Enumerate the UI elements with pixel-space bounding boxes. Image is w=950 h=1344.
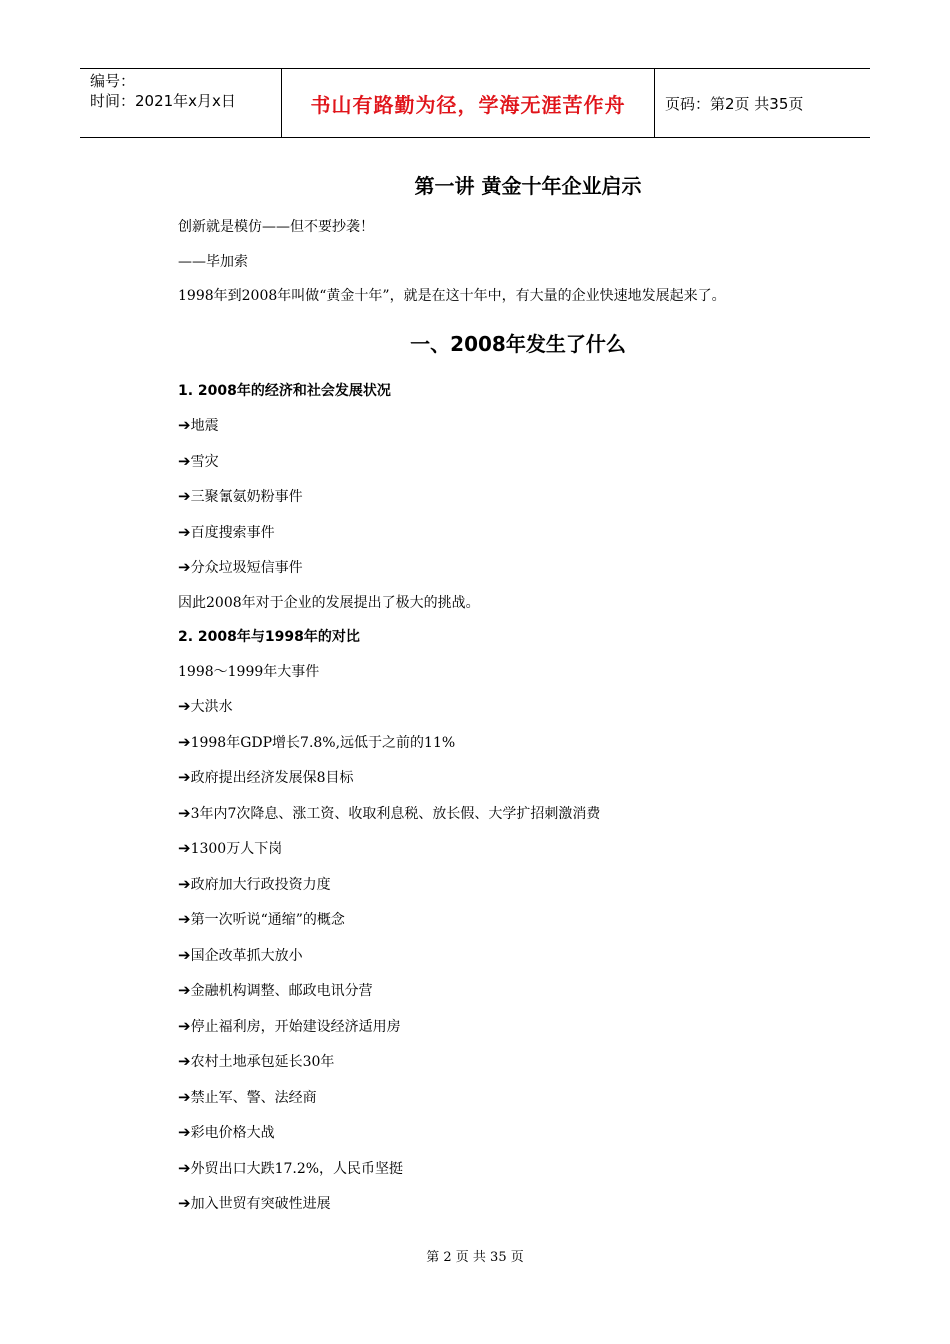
subsection-heading-2: 2. 2008年与1998年的对比 bbox=[178, 629, 360, 645]
quote: 创新就是模仿——但不要抄袭！ bbox=[178, 219, 374, 235]
list-item bbox=[178, 725, 838, 761]
list-item-text: 国企改革抓大放小 bbox=[190, 947, 303, 964]
arrow-right-icon: ➔ bbox=[178, 1158, 191, 1177]
page-title: 第一讲 黄金十年企业启示 bbox=[414, 174, 642, 198]
arrow-right-icon: ➔ bbox=[178, 522, 191, 541]
arrow-right-icon: ➔ bbox=[178, 874, 191, 893]
list-item-text: 1998年GDP增长7.8%,远低于之前的11% bbox=[190, 734, 456, 751]
list-item bbox=[178, 867, 838, 903]
list-item bbox=[178, 515, 838, 551]
page-footer: 第 2 页 共 35 页 bbox=[426, 1250, 524, 1265]
intro-paragraph: 1998年到2008年叫做“黄金十年”，就是在这十年中，有大量的企业快速地发展起来了。 bbox=[178, 288, 726, 304]
list-item bbox=[178, 550, 838, 586]
motto-text: 书山有路勤为径，学海无涯苦作舟 bbox=[310, 92, 626, 117]
page-header bbox=[80, 68, 870, 138]
arrow-right-icon: ➔ bbox=[178, 558, 191, 576]
document-body bbox=[178, 170, 838, 1222]
arrow-right-icon: ➔ bbox=[178, 803, 191, 822]
arrow-right-icon: ➔ bbox=[178, 839, 191, 857]
list-item-text: 彩电价格大战 bbox=[190, 1125, 275, 1141]
page-label: 页码：第2页 共35页 bbox=[665, 94, 804, 113]
number-label: 编号： bbox=[90, 72, 136, 90]
list-item-text: 加入世贸有突破性进展 bbox=[190, 1196, 331, 1212]
list-item-text: 大洪水 bbox=[190, 699, 233, 715]
arrow-right-icon: ➔ bbox=[178, 451, 191, 470]
arrow-right-icon: ➔ bbox=[178, 487, 191, 505]
list-item bbox=[178, 408, 838, 444]
list-item-text: 政府加大行政投资力度 bbox=[190, 876, 331, 893]
subsection-heading-1: 1. 2008年的经济和社会发展状况 bbox=[178, 382, 391, 399]
list-item-text: 百度搜索事件 bbox=[190, 524, 275, 541]
list-item-text: 地震 bbox=[190, 418, 219, 434]
list-item bbox=[178, 1186, 838, 1222]
arrow-right-icon: ➔ bbox=[178, 1123, 191, 1141]
list-item bbox=[178, 1151, 838, 1187]
list-item bbox=[178, 689, 838, 725]
conclusion-paragraph: 因此2008年对于企业的发展提出了极大的挑战。 bbox=[178, 594, 480, 611]
arrow-right-icon: ➔ bbox=[178, 910, 191, 928]
event-list-2008 bbox=[178, 408, 838, 586]
arrow-right-icon: ➔ bbox=[178, 981, 191, 999]
quote-author: ——毕加索 bbox=[178, 253, 248, 270]
list-item-text: 外贸出口大跌17.2%，人民币坚挺 bbox=[190, 1160, 404, 1177]
list-item bbox=[178, 831, 838, 867]
header-motto bbox=[282, 69, 655, 137]
list-item bbox=[178, 1080, 838, 1116]
list-item-text: 金融机构调整、邮政电讯分营 bbox=[190, 983, 373, 999]
list-item-text: 雪灾 bbox=[190, 453, 219, 470]
list-item bbox=[178, 1044, 838, 1080]
list-item bbox=[178, 760, 838, 796]
list-item bbox=[178, 938, 838, 974]
list-item-text: 农村土地承包延长30年 bbox=[190, 1054, 335, 1070]
event-list-1998 bbox=[178, 689, 838, 1222]
arrow-right-icon: ➔ bbox=[178, 768, 191, 786]
arrow-right-icon: ➔ bbox=[178, 1194, 191, 1212]
arrow-right-icon: ➔ bbox=[178, 416, 191, 434]
time-label: 时间：2021年x月x日 bbox=[90, 92, 236, 110]
events-lead: 1998～1999年大事件 bbox=[178, 663, 320, 680]
list-item bbox=[178, 1009, 838, 1045]
list-item-text: 三聚氰氨奶粉事件 bbox=[190, 489, 303, 505]
list-item-text: 第一次听说“通缩”的概念 bbox=[190, 912, 345, 928]
list-item-text: 禁止军、警、法经商 bbox=[190, 1089, 317, 1106]
arrow-right-icon: ➔ bbox=[178, 1052, 191, 1070]
list-item-text: 1300万人下岗 bbox=[190, 841, 283, 857]
section-heading: 一、2008年发生了什么 bbox=[410, 331, 626, 356]
arrow-right-icon: ➔ bbox=[178, 732, 191, 751]
arrow-right-icon: ➔ bbox=[178, 697, 191, 715]
list-item bbox=[178, 479, 838, 515]
list-item-text: 分众垃圾短信事件 bbox=[190, 560, 303, 576]
list-item-text: 政府提出经济发展保8目标 bbox=[190, 770, 354, 786]
header-page bbox=[655, 69, 870, 137]
list-item bbox=[178, 973, 838, 1009]
list-item-text: 停止福利房，开始建设经济适用房 bbox=[190, 1018, 401, 1035]
list-item bbox=[178, 444, 838, 480]
arrow-right-icon: ➔ bbox=[178, 1016, 191, 1035]
list-item bbox=[178, 902, 838, 938]
arrow-right-icon: ➔ bbox=[178, 1087, 191, 1106]
list-item-text: 3年内7次降息、涨工资、收取利息税、放长假、大学扩招刺激消费 bbox=[190, 805, 601, 822]
list-item bbox=[178, 796, 838, 832]
header-meta bbox=[80, 69, 282, 137]
list-item bbox=[178, 1115, 838, 1151]
arrow-right-icon: ➔ bbox=[178, 945, 191, 964]
